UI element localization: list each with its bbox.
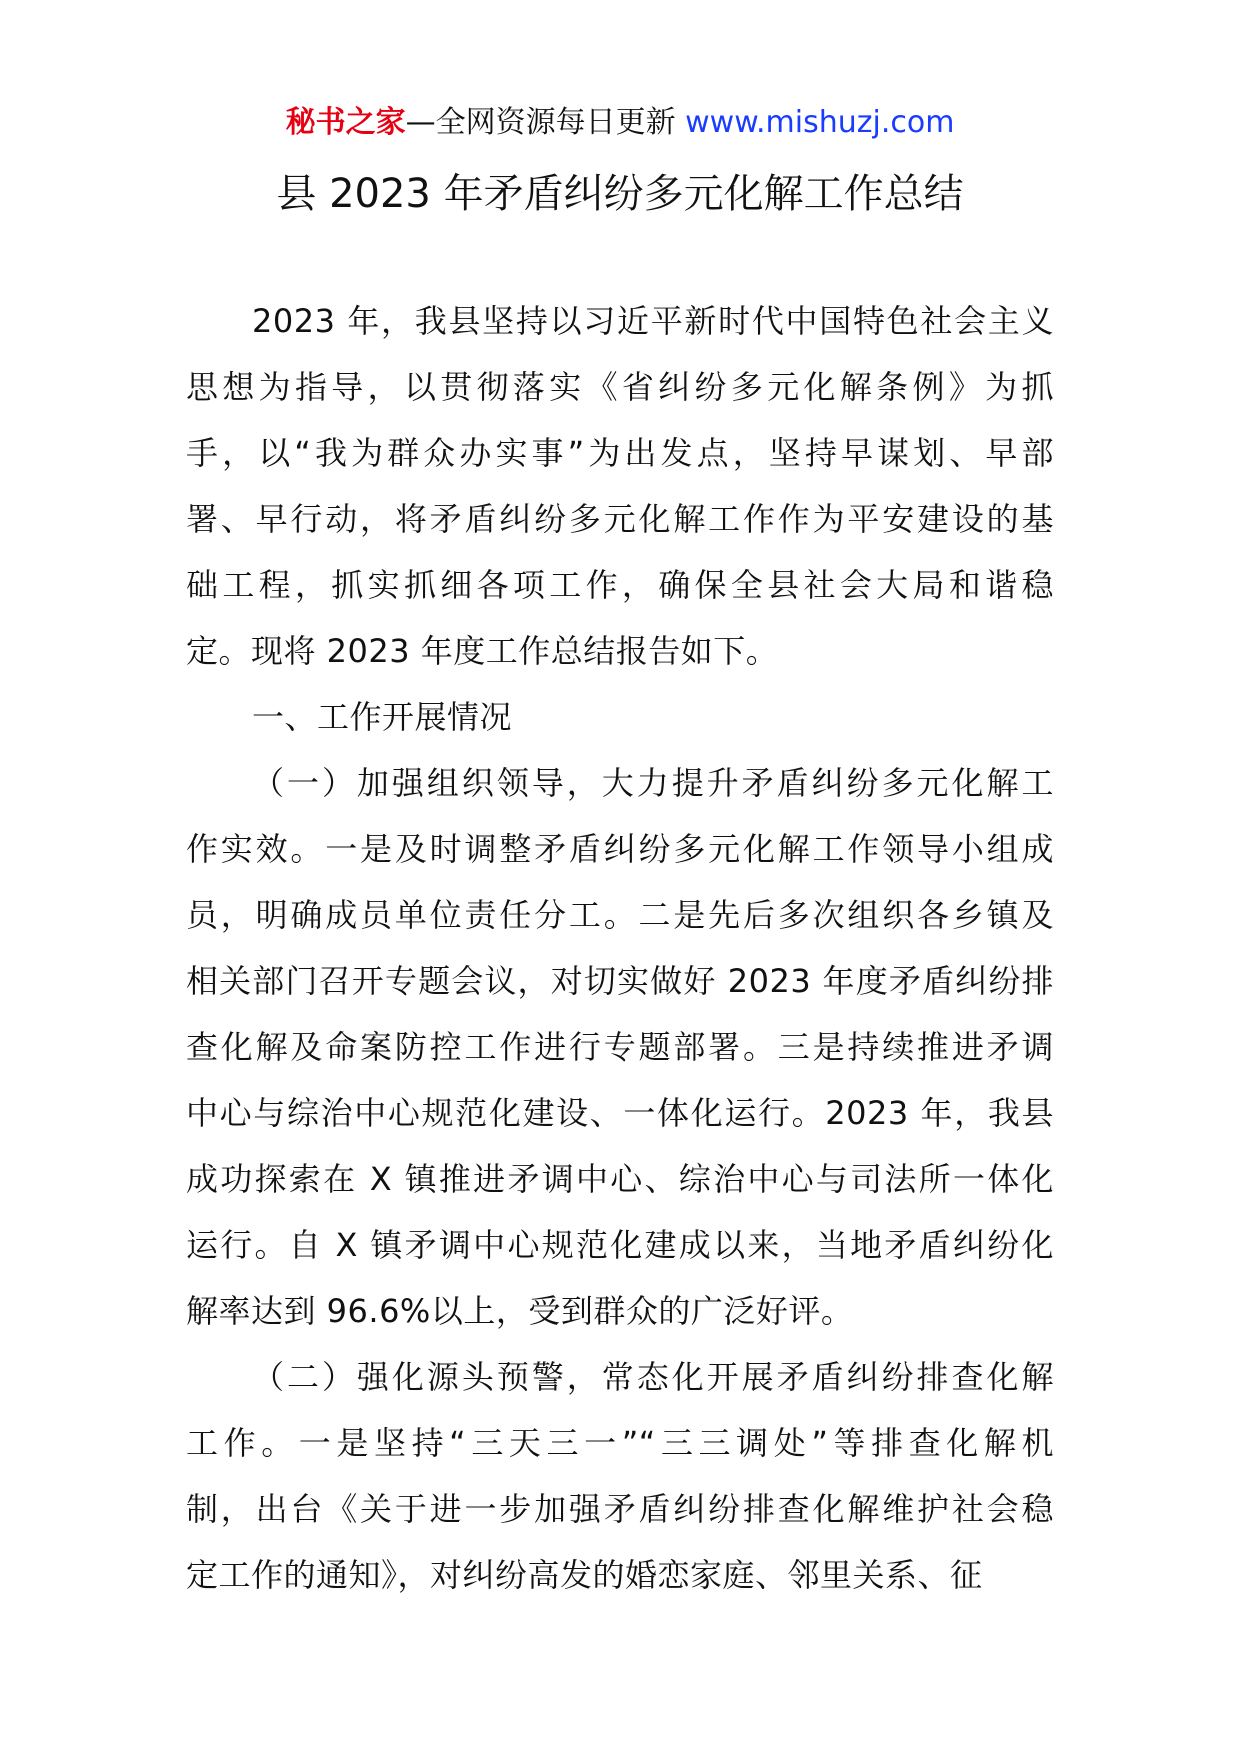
document-title: 县 2023 年矛盾纠纷多元化解工作总结 [276,171,964,217]
paragraph-line: 工作。一是坚持“三天三一”“三三调处”等排查化解机 [186,1424,1054,1462]
paragraph-line: （二）强化源头预警，常态化开展矛盾纠纷排查化解 [252,1358,1054,1396]
paragraph-line: 署、早行动，将矛盾纠纷多元化解工作作为平安建设的基 [186,500,1054,538]
paragraph-line: 中心与综治中心规范化建设、一体化运行。2023 年，我县 [186,1094,1054,1132]
website-url[interactable]: www.mishuzj.com [685,105,955,140]
paragraph-line: （一）加强组织领导，大力提升矛盾纠纷多元化解工 [252,764,1054,802]
paragraph-line: 作实效。一是及时调整矛盾纠纷多元化解工作领导小组成 [186,830,1054,868]
paragraph-line: 解率达到 96.6%以上，受到群众的广泛好评。 [186,1292,854,1330]
brand-tagline: —全网资源每日更新 [405,105,676,140]
document-body [186,288,1054,1608]
paragraph [186,1344,1054,1608]
paragraph-line: 一、工作开展情况 [252,698,513,736]
paragraph-line: 思想为指导，以贯彻落实《省纠纷多元化解条例》为抓 [186,368,1054,406]
paragraph-line: 定工作的通知》，对纠纷高发的婚恋家庭、邻里关系、征 [186,1556,983,1594]
brand-name: 秘书之家 [285,105,406,140]
paragraph-line: 相关部门召开专题会议，对切实做好 2023 年度矛盾纠纷排 [186,962,1054,1000]
paragraph-line: 查化解及命案防控工作进行专题部署。三是持续推进矛调 [186,1028,1054,1066]
paragraph-line: 制，出台《关于进一步加强矛盾纠纷排查化解维护社会稳 [186,1490,1054,1528]
header-banner [0,98,1240,148]
paragraph-line: 2023 年，我县坚持以习近平新时代中国特色社会主义 [252,302,1054,340]
paragraph-line: 定。现将 2023 年度工作总结报告如下。 [186,632,779,670]
paragraph [186,288,1054,684]
paragraph [186,750,1054,1344]
paragraph-line: 手，以“我为群众办实事”为出发点，坚持早谋划、早部 [186,434,1054,472]
paragraph [186,684,1054,750]
paragraph-line: 成功探索在 X 镇推进矛调中心、综治中心与司法所一体化 [186,1160,1054,1198]
paragraph-line: 运行。自 X 镇矛调中心规范化建成以来，当地矛盾纠纷化 [186,1226,1054,1264]
paragraph-line: 础工程，抓实抓细各项工作，确保全县社会大局和谐稳 [186,566,1054,604]
paragraph-line: 员，明确成员单位责任分工。二是先后多次组织各乡镇及 [186,896,1054,934]
